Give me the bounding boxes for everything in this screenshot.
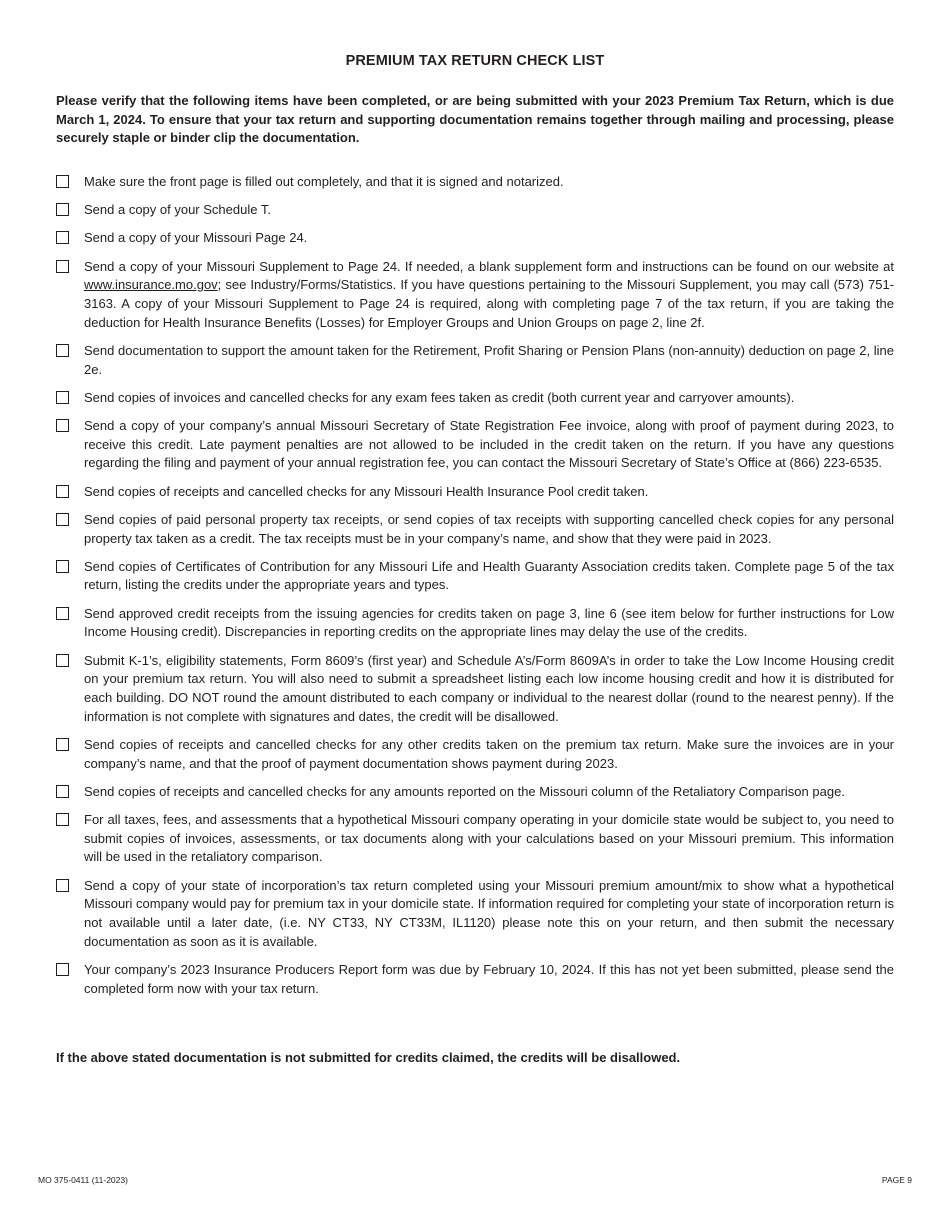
checklist-item-text: Your company’s 2023 Insurance Producers Report form was due by February 10, 2024. If this has not yet been submitted, please send the completed form now with your tax return. — [84, 961, 894, 996]
checklist-checkbox[interactable] — [56, 738, 69, 751]
checklist-item-text: Send copies of paid personal property tax receipts, or send copies of tax receipts with supporting cancelled check copies for any personal property tax taken as a credit. The tax receipts must be in your company’s name, and show that they were paid in 2023. — [84, 511, 894, 546]
checklist-checkbox[interactable] — [56, 231, 69, 244]
checklist-checkbox[interactable] — [56, 813, 69, 826]
checklist-item — [56, 229, 894, 248]
checklist-item — [56, 173, 894, 192]
checklist-item — [56, 961, 894, 998]
checklist-item-text: Send documentation to support the amount taken for the Retirement, Profit Sharing or Pension Plans (non-annuity) deduction on page 2, line 2e. — [84, 342, 894, 377]
checklist-item-text-part: ; see Industry/Forms/Statistics. If you have questions pertaining to the Missouri Supplement, you may call (573) 751-3163. A copy of your Missouri Supplement to Page 24 is required, along with completing page 7 of the tax return, if you are taking the deduction for Health Insurance Benefits (Losses) for Employer Groups and Union Groups on page 2, line 2f. — [84, 277, 894, 330]
form-id: MO 375-0411 (11-2023) — [38, 1175, 128, 1185]
checklist-checkbox[interactable] — [56, 654, 69, 667]
checklist — [56, 173, 894, 1008]
checklist-item-text — [84, 258, 894, 333]
checklist-item-text: Make sure the front page is filled out completely, and that it is signed and notarized. — [84, 174, 564, 189]
checklist-item — [56, 558, 894, 595]
checklist-item-text: Send copies of receipts and cancelled checks for any Missouri Health Insurance Pool credit taken. — [84, 483, 649, 499]
page-number: PAGE 9 — [881, 1175, 912, 1185]
checklist-item — [56, 201, 894, 220]
page-title: PREMIUM TAX RETURN CHECK LIST — [345, 53, 605, 69]
checklist-checkbox[interactable] — [56, 785, 69, 798]
website-link[interactable]: www.insurance.mo.gov — [84, 277, 218, 293]
checklist-checkbox[interactable] — [56, 513, 69, 526]
checklist-item-text: Send copies of receipts and cancelled checks for any other credits taken on the premium tax return. Make sure the invoices are in your company’s name, and that the proof of payment documentation shows payment during 2023. — [84, 736, 894, 771]
checklist-checkbox[interactable] — [56, 485, 69, 498]
checklist-item — [56, 389, 894, 408]
checklist-checkbox[interactable] — [56, 560, 69, 573]
footer-note: If the above stated documentation is not submitted for credits claimed, the credits will be disallowed. — [56, 1050, 681, 1065]
checklist-item — [56, 877, 894, 952]
checklist-item — [56, 258, 894, 333]
checklist-item — [56, 483, 894, 502]
checklist-item — [56, 811, 894, 867]
checklist-item — [56, 736, 894, 773]
checklist-item-text: Send copies of Certificates of Contribution for any Missouri Life and Health Guaranty Association credits taken. Complete page 5 of the tax return, listing the credits under the appropriate years and types. — [84, 558, 894, 593]
checklist-item-text: Send copies of receipts and cancelled checks for any amounts reported on the Missouri column of the Retaliatory Comparison page. — [84, 783, 845, 799]
checklist-item-text: Send copies of invoices and cancelled checks for any exam fees taken as credit (both current year and carryover amounts). — [84, 389, 795, 405]
checklist-item — [56, 342, 894, 379]
checklist-item-text: Send a copy of your company’s annual Missouri Secretary of State Registration Fee invoice, along with proof of payment during 2023, to receive this credit. Late payment penalties are not allowed to be included in the credit taken on the return. If you have any questions regarding the filing and payment of your annual registration fee, you can contact the Missouri Secretary of State’s Office at (866) 223-6535. — [84, 418, 894, 471]
checklist-checkbox[interactable] — [56, 344, 69, 357]
checklist-item-text: Submit K-1’s, eligibility statements, Form 8609’s (first year) and Schedule A’s/Form 8609A’s in order to take the Low Income Housing credit on your premium tax return. You will also need to submit a spreadsheet listing each low income housing credit and how it is distributed for each building. DO NOT round the amount distributed to each company or individual to the nearest dollar (round to the nearest penny). If the information is not complete with signatures and dates, the credit will be disallowed. — [84, 652, 894, 724]
checklist-item-text: Send approved credit receipts from the issuing agencies for credits taken on page 3, line 6 (see item below for further instructions for Low Income Housing credit). Discrepancies in reporting credits on the appropriate lines may delay the use of the credits. — [84, 605, 894, 640]
checklist-item-text: Send a copy of your Schedule T. — [84, 202, 271, 218]
checklist-item — [56, 417, 894, 473]
intro-paragraph: Please verify that the following items have been completed, or are being submitted with your 2023 Premium Tax Return, which is due March 1, 2024. To ensure that your tax return and supporting documentation remains together through mailing and processing, please securely staple or binder clip the documentation. — [56, 93, 894, 145]
checklist-item — [56, 605, 894, 642]
checklist-checkbox[interactable] — [56, 607, 69, 620]
checklist-checkbox[interactable] — [56, 175, 69, 188]
checklist-item-text-part: Send a copy of your Missouri Supplement to Page 24. If needed, a blank supplement form and instructions can be found on our website at — [84, 258, 894, 274]
checklist-item — [56, 652, 894, 727]
checklist-item — [56, 511, 894, 548]
checklist-item — [56, 783, 894, 802]
checklist-checkbox[interactable] — [56, 260, 69, 273]
checklist-item-text: Send a copy of your Missouri Page 24. — [84, 230, 308, 246]
checklist-checkbox[interactable] — [56, 419, 69, 432]
checklist-checkbox[interactable] — [56, 391, 69, 404]
checklist-item-text: Send a copy of your state of incorporation’s tax return completed using your Missouri premium amount/mix to show what a hypothetical Missouri company would pay for premium tax in your domicile state. If information required for completing your state of incorporation return is not available until a later date, (i.e. NY CT33, NY CT33M, IL1120) please note this on your return, and then submit the necessary documentation as soon as it is available. — [84, 877, 894, 949]
checklist-item-text: For all taxes, fees, and assessments that a hypothetical Missouri company operating in your domicile state would be subject to, you need to submit copies of invoices, assessments, or tax documents along with your calculations based on your Missouri premium. This information will be used in the retaliatory comparison. — [84, 811, 894, 865]
checklist-checkbox[interactable] — [56, 879, 69, 892]
checklist-checkbox[interactable] — [56, 203, 69, 216]
checklist-checkbox[interactable] — [56, 963, 69, 976]
